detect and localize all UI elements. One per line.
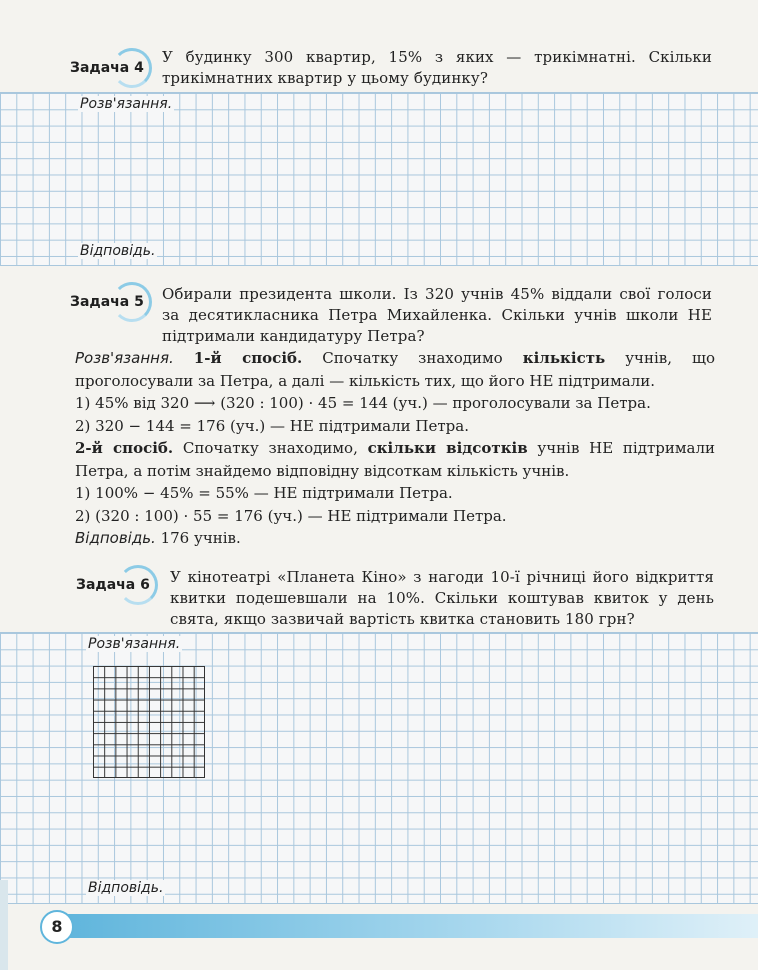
footer-bar xyxy=(60,914,758,938)
task5-method2-title: 2-й спосіб. xyxy=(75,439,174,457)
task5-method2-paragraph xyxy=(75,437,715,482)
task6-answer-label: Відповідь. xyxy=(88,880,164,896)
page-edge-strip xyxy=(0,880,8,970)
task5-method2-intro-bold: скільки відсотків xyxy=(367,439,528,457)
task5-method1-title: 1-й спосіб. xyxy=(193,349,303,367)
task5-step4: 2) (320 : 100) · 55 = 176 (уч.) — НЕ підтримали Петра. xyxy=(75,506,507,525)
task5-answer-label: Відповідь. xyxy=(75,529,156,547)
task5-method2-intro-b: учнів НЕ підтримали Петра, а потім знайдемо відповідну відсоткам кількість учнів. xyxy=(75,439,715,480)
task5-answer xyxy=(75,527,715,550)
task5-solution xyxy=(75,347,715,550)
task4-label: Задача 4 xyxy=(70,60,144,76)
task5-method2-intro-a: Спочатку знаходимо, xyxy=(182,439,358,457)
task4-solution-label: Розв'язання. xyxy=(80,96,173,112)
task4-answer-grid[interactable] xyxy=(0,92,758,266)
task5-answer-value: 176 учнів. xyxy=(160,529,241,547)
page-number: 8 xyxy=(40,910,74,944)
task4-answer-label: Відповідь. xyxy=(80,243,156,259)
task6-label: Задача 6 xyxy=(76,577,150,593)
task6-text: У кінотеатрі «Планета Кіно» з нагоди 10-ї річниці його відкриття квитки подешевшали на 10%. Скільки коштував квиток у день свята, якщо зазвичай вартість квитка становить 180 грн? xyxy=(170,568,714,628)
task5-label: Задача 5 xyxy=(70,294,144,310)
hundred-square-grid xyxy=(93,666,205,778)
task5-method1-intro-a: Спочатку знаходимо xyxy=(322,349,503,367)
task4-text: У будинку 300 квартир, 15% з яких — трикімнатні. Скільки трикімнатних квартир у цьому будинку? xyxy=(162,48,712,87)
task5-step3: 1) 100% − 45% = 55% — НЕ підтримали Петра. xyxy=(75,484,453,502)
task6-solution-label: Розв'язання. xyxy=(88,636,181,652)
task5-step1: 1) 45% від 320 ⟶ (320 : 100) · 45 = 144 (уч.) — проголосували за Петра. xyxy=(75,394,651,412)
task5-method1-paragraph xyxy=(75,347,715,392)
task5-method1-intro-b: учнів, що проголосували за Петра, а далі — кількість тих, що його НЕ підтримали. xyxy=(75,349,715,390)
task5-text: Обирали президента школи. Із 320 учнів 45% віддали свої голоси за десятикласника Петра Михайленка. Скільки учнів школи НЕ підтримали кандидатуру Петра? xyxy=(162,285,712,345)
task5-step2: 2) 320 − 144 = 176 (уч.) — НЕ підтримали Петра. xyxy=(75,416,469,435)
task5-solution-label: Розв'язання. xyxy=(75,349,174,367)
task5-method1-intro-bold: кількість xyxy=(522,349,606,367)
